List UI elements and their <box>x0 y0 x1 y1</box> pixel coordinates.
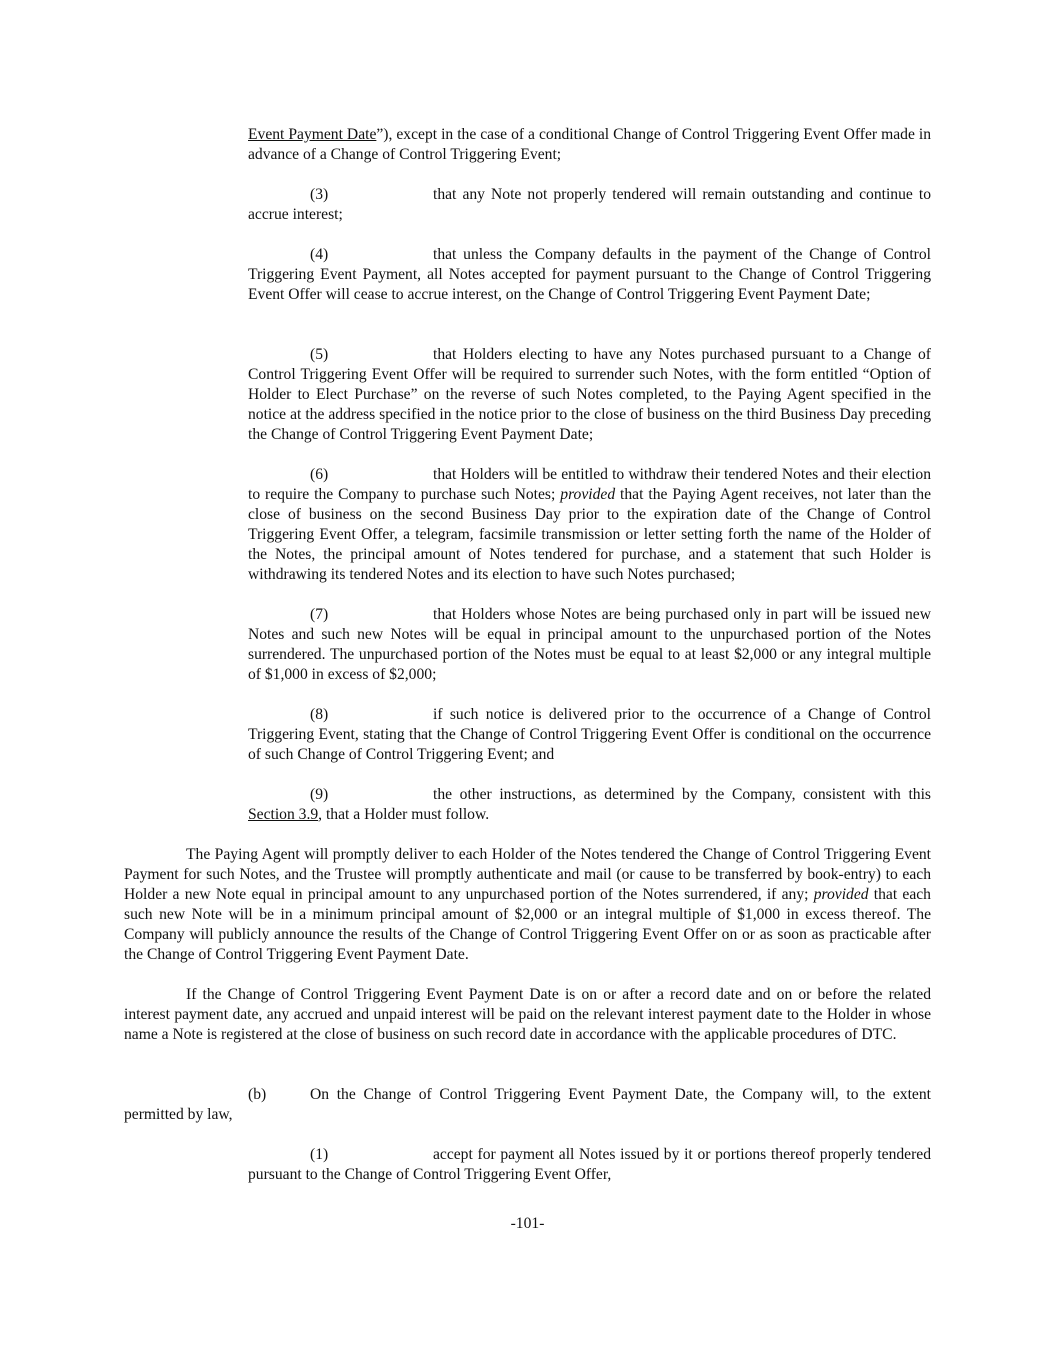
list-item-3 <box>248 185 931 225</box>
item-number: (9) <box>310 786 329 803</box>
item-text: that unless the Company defaults in the payment of the Change of Control Triggering Event Payment, all Notes accepted for payment pursuant to the Change of Control Triggering Event Offer will cease to accrue interest, on the Change of Control Triggering Event Payment Date; <box>248 246 931 303</box>
paragraph-record-date <box>124 985 931 1045</box>
list-item-b-1 <box>248 1145 931 1185</box>
italic-term: provided <box>813 886 869 903</box>
item-number: (5) <box>310 346 329 363</box>
list-item-4 <box>248 245 931 305</box>
item-number: (3) <box>310 186 329 203</box>
item-number: (7) <box>310 606 329 623</box>
item-text: the other instructions, as determined by the Company, consistent with this <box>433 786 931 803</box>
list-item-7 <box>248 605 931 685</box>
page-number: -101- <box>510 1215 545 1232</box>
paragraph-text: The Paying Agent will promptly deliver to each Holder of the Notes tendered the Change of Control Triggering Event Payment for such Notes, and the Trustee will promptly authenticate and mail (or cause to be transferred by book-entry) to each Holder a new Note equal in principal amount to any unpurchased portion of the Notes surrendered, if any; <box>124 846 931 903</box>
item-text: if such notice is delivered prior to the occurrence of a Change of Control Triggering Event, stating that the Change of Control Triggering Event Offer is conditional on the occurrence of such Change of Control Triggering Event; and <box>248 706 931 763</box>
italic-term: provided <box>560 486 616 503</box>
paragraph-paying-agent <box>124 845 931 965</box>
item-number: (1) <box>310 1146 329 1163</box>
underlined-term: Event Payment Date <box>248 126 377 143</box>
item-text: that any Note not properly tendered will remain outstanding and continue to accrue interest; <box>248 186 931 223</box>
item-number: (8) <box>310 706 329 723</box>
item-text: that Holders whose Notes are being purchased only in part will be issued new Notes and such new Notes will be equal in principal amount to the unpurchased portion of the Notes surrendered. The unpurchased portion of the Notes must be equal to at least $2,000 or any integral multiple of $1,000 in excess of $2,000; <box>248 606 931 683</box>
paragraph-continuation <box>248 125 931 165</box>
list-item-6 <box>248 465 931 585</box>
item-number: (4) <box>310 246 329 263</box>
item-text: On the Change of Control Triggering Event Payment Date, the Company will, to the extent permitted by law, <box>124 1086 931 1123</box>
item-text-continued: , that a Holder must follow. <box>318 806 490 823</box>
item-text: that Holders electing to have any Notes purchased pursuant to a Change of Control Triggering Event Offer will be required to surrender such Notes, with the form entitled “Option of Holder to Elect Purchase” on the reverse of such Notes completed, to the Paying Agent specified in the notice at the address specified in the notice prior to the close of business on the third Business Day preceding the Change of Control Triggering Event Payment Date; <box>248 346 931 443</box>
item-number: (b) <box>248 1086 267 1103</box>
item-text: that Holders will be entitled to withdraw their tendered Notes and their election to require the Company to purchase such Notes; <box>248 466 931 503</box>
list-item-b <box>124 1085 931 1125</box>
item-text-continued: that the Paying Agent receives, not later than the close of business on the second Business Day prior to the expiration date of the Change of Control Triggering Event Offer, a telegram, facsimile transmission or letter setting forth the name of the Holder of the Notes, the principal amount of Notes tendered for purchase, and a statement that such Holder is withdrawing its tendered Notes and its election to have such Notes purchased; <box>248 486 931 583</box>
paragraph-text-continued: that each such new Note will be in a minimum principal amount of $2,000 or an integral multiple of $1,000 in excess thereof. The Company will publicly announce the results of the Change of Control Triggering Event Offer on or as soon as practicable after the Change of Control Triggering Event Payment Date. <box>124 886 931 963</box>
item-text: accept for payment all Notes issued by it or portions thereof properly tendered pursuant to the Change of Control Triggering Event Offer, <box>248 1146 931 1183</box>
paragraph-text: ”), except in the case of a conditional Change of Control Triggering Event Offer made in advance of a Change of Control Triggering Event; <box>248 126 931 163</box>
list-item-9 <box>248 785 931 825</box>
paragraph-text: If the Change of Control Triggering Event Payment Date is on or after a record date and on or before the related interest payment date, any accrued and unpaid interest will be paid on the relevant interest payment date to the Holder in whose name a Note is registered at the close of business on such record date in accordance with the applicable procedures of DTC. <box>124 986 931 1043</box>
list-item-5 <box>248 345 931 445</box>
item-number: (6) <box>310 466 329 483</box>
section-reference: Section 3.9 <box>248 806 319 823</box>
list-item-8 <box>248 705 931 765</box>
